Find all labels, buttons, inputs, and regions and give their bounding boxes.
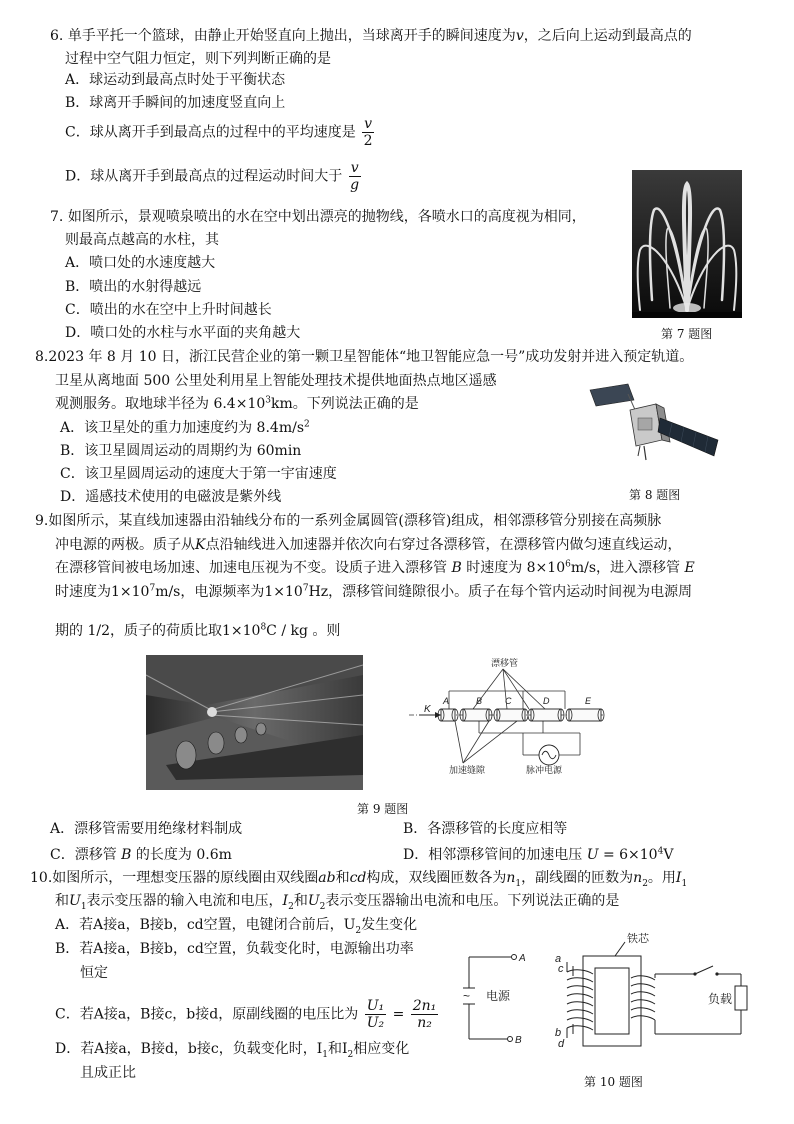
- q9-option-b: B．各漂移管的长度应相等: [403, 821, 568, 837]
- q10-stem-line2: [55, 892, 619, 910]
- q9-line3-b: 时速度为 8×10: [466, 560, 566, 576]
- q10-var-U1-sub: 1: [80, 901, 87, 912]
- terminal-B-label: B: [515, 1035, 522, 1046]
- q8-stem-line3-exp: 3: [265, 395, 271, 406]
- q6-number: 6.: [50, 28, 64, 44]
- q10-option-d-end: 相应变化: [353, 1041, 410, 1057]
- q7-number: 7.: [50, 209, 64, 225]
- q6-option-d-text: D．球从离开手到最高点的过程运动时间大于: [65, 168, 343, 185]
- q9-figure-caption: 第 9 题图: [357, 802, 409, 816]
- q10-line1-d: ，副线圈的匝数为: [521, 870, 634, 886]
- q9-line3-a: 在漂移管间被电场加速、加速电压视为不变。设质子进入漂移管: [55, 560, 447, 576]
- q10-var-n1: n: [506, 870, 516, 886]
- q7-option-a: A．喷口处的水速度越大: [65, 255, 216, 271]
- q10-option-d-mid: 和I: [328, 1041, 348, 1057]
- q6-stem-line1: [50, 27, 692, 45]
- terminal-A-label: A: [519, 953, 526, 964]
- q10-var-ab: ab: [318, 870, 336, 886]
- diagram-label-C: C: [505, 696, 512, 706]
- q9-line4-exp2: 7: [302, 583, 309, 594]
- q10-var-n2: n: [633, 870, 643, 886]
- q9-stem-line5: [55, 622, 340, 640]
- satellite-image: [588, 382, 723, 474]
- q10-option-b-cont: 恒定: [80, 965, 108, 981]
- q9-option-a: A．漂移管需要用绝缘材料制成: [50, 821, 243, 837]
- q8-option-b: B．该卫星圆周运动的周期约为 60min: [60, 443, 302, 459]
- diagram-label-pulse-source: 脉冲电源: [526, 765, 563, 775]
- source-tilde: ~: [463, 989, 471, 1003]
- q6-d-denominator: g: [350, 177, 360, 193]
- q9-option-d: [403, 846, 673, 864]
- diagram-label-drift-tube: 漂移管: [491, 658, 519, 668]
- fountain-photo: [632, 170, 742, 318]
- q10-option-d-text: D．若A接a，B接d，b接c，负载变化时，I: [55, 1041, 323, 1057]
- q9-stem-line3: [55, 559, 695, 577]
- q7-stem-text: 如图所示，景观喷泉喷出的水在空中划出漂亮的抛物线，各喷水口的高度视为相同，: [67, 209, 586, 225]
- q7-option-c: C．喷出的水在空中上升时间越长: [65, 302, 272, 318]
- q8-stem-line3-a: 观测服务。取地球半径为 6.4×10: [55, 396, 266, 412]
- source-label: 电源: [486, 989, 511, 1003]
- q9-number: 9.: [35, 513, 49, 529]
- q7-option-d: D．喷口处的水柱与水平面的夹角越大: [65, 325, 301, 341]
- q10-var-I1-sub: 1: [681, 878, 688, 889]
- q9-option-c: [50, 846, 232, 864]
- q10-line1-a: 如图所示，一理想变压器的原线圈由双线圈: [52, 870, 319, 886]
- q10-option-d: [55, 1040, 409, 1058]
- q10-c-left-num: U₁: [366, 998, 385, 1014]
- q10-line2-c: 和: [293, 893, 308, 909]
- q8-option-a-exp: 2: [304, 419, 310, 430]
- q9-option-d-text-b: = 6×10: [598, 847, 658, 863]
- q9-option-c-text-a: C．漂移管: [50, 847, 117, 863]
- q9-line5-exp: 8: [260, 622, 267, 633]
- q10-c-right-den: n₂: [417, 1015, 432, 1031]
- coil-terminal-c: c: [558, 963, 564, 975]
- q9-option-d-exp: 4: [657, 846, 664, 857]
- iron-core-label: 铁芯: [627, 933, 649, 945]
- q10-option-c-right-fraction: [411, 998, 439, 1031]
- diagram-label-A: A: [443, 696, 450, 706]
- q6-option-b: B．球离开手瞬间的加速度竖直向上: [65, 95, 286, 111]
- load-label: 负载: [708, 992, 733, 1006]
- q9-var-E: E: [684, 560, 695, 576]
- q10-figure-caption: 第 10 题图: [584, 1075, 643, 1089]
- q10-option-d-sub2: 2: [347, 1049, 354, 1060]
- q10-var-cd: cd: [349, 870, 367, 886]
- q9-line3-exp: 6: [565, 559, 571, 570]
- transformer-diagram: [545, 928, 760, 1068]
- q10-option-a: [55, 916, 417, 934]
- q10-stem-line1: [30, 869, 687, 887]
- q8-stem-line3: [55, 395, 419, 413]
- q9-line4-b: m/s，电源频率为1×10: [155, 584, 303, 600]
- q10-option-a-end: 发生变化: [361, 917, 418, 933]
- q6-option-a: A．球运动到最高点时处于平衡状态: [65, 72, 286, 88]
- q6-option-d: [65, 160, 363, 193]
- q9-line2-a: 冲电源的两极。质子从: [55, 537, 195, 553]
- q9-stem-line4: [55, 583, 692, 601]
- q7-option-b: B．喷出的水射得越远: [65, 279, 202, 295]
- q9-line4-a: 时速度为1×10: [55, 584, 150, 600]
- q8-number: 8.: [35, 349, 49, 365]
- q6-option-c-fraction: [362, 116, 374, 149]
- q10-var-I2: I: [282, 893, 289, 909]
- coil-terminal-d: d: [558, 1038, 565, 1050]
- diagram-label-K: K: [424, 704, 431, 715]
- q10-c-left-den: U₂: [366, 1015, 385, 1031]
- q7-stem-line2: 则最高点越高的水柱，其: [65, 232, 219, 248]
- q10-var-U2: U: [307, 893, 320, 909]
- q10-line1-b: 和: [335, 870, 350, 886]
- q10-line1-c: 构成，双线圈匝数各为: [366, 870, 507, 886]
- q10-option-d-cont: 且成正比: [80, 1065, 136, 1081]
- q10-option-a-sub: 2: [355, 925, 362, 936]
- q10-var-n1-sub: 1: [515, 878, 522, 889]
- q10-var-I2-sub: 2: [288, 901, 294, 912]
- q8-option-d: D．遥感技术使用的电磁波是紫外线: [60, 489, 282, 505]
- q10-option-b: B．若A接a，B接b，cd空置，负载变化时，电源输出功率: [55, 941, 414, 957]
- q10-line2-d: 表示变压器输出电流和电压。下列说法正确的是: [325, 893, 620, 909]
- q9-line3-c: m/s，进入漂移管: [570, 560, 681, 576]
- q10-line2-a: 和: [55, 893, 69, 909]
- q10-option-c-equals: =: [392, 1006, 405, 1023]
- q9-option-d-text-a: D．相邻漂移管间的加速电压: [403, 847, 583, 863]
- q10-var-U2-sub: 2: [319, 901, 326, 912]
- q10-option-a-text: A．若A接a，B接b，cd空置，电键闭合前后，U: [55, 917, 356, 933]
- q9-var-B: B: [451, 560, 462, 576]
- q10-line1-e: 。用: [647, 870, 676, 886]
- q9-stem-text: 如图所示，某直线加速器由沿轴线分布的一系列金属圆管(漂移管)组成，相邻漂移管分别接在高频脉: [48, 513, 662, 529]
- q8-option-a-text: A．该卫星处的重力加速度约为 8.4m/s: [60, 420, 305, 436]
- q8-stem-line1: [35, 348, 693, 366]
- q10-c-right-num: 2n₁: [412, 998, 437, 1014]
- q10-line2-b: 表示变压器的输入电流和电压，: [86, 893, 283, 909]
- q9-line4-exp1: 7: [149, 583, 156, 594]
- q6-c-denominator: 2: [363, 133, 373, 149]
- q8-option-a: [60, 419, 310, 437]
- q6-option-d-fraction: [349, 160, 361, 193]
- q9-stem-line2: [55, 536, 681, 554]
- q10-var-n2-sub: 2: [642, 878, 648, 889]
- q8-stem-text: 2023 年 8 月 10 日，浙江民营企业的第一颗卫星智能体“地卫智能应急一号”成功发射并进入预定轨道。: [48, 349, 694, 365]
- q10-option-c-left-fraction: [365, 998, 386, 1031]
- drift-tube-diagram: [405, 655, 605, 790]
- diagram-label-gap: 加速缝隙: [449, 765, 486, 775]
- q6-stem-text: 单手平托一个篮球，由静止开始竖直向上抛出，当球离开手的瞬间速度为: [67, 28, 516, 44]
- diagram-label-E: E: [585, 696, 592, 706]
- power-source-circuit: [455, 942, 535, 1052]
- diagram-label-B: B: [476, 696, 483, 706]
- q9-option-c-var-B: B: [121, 847, 132, 863]
- q10-var-I1: I: [675, 870, 682, 886]
- diagram-label-D: D: [543, 696, 550, 706]
- q10-var-U1: U: [69, 893, 81, 909]
- coil-terminal-b: b: [555, 1027, 562, 1039]
- accelerator-tunnel-photo: [146, 655, 363, 790]
- q6-option-c: [65, 116, 376, 149]
- q10-number: 10.: [30, 870, 53, 886]
- q6-c-numerator: v: [364, 116, 373, 132]
- q6-stem-line2: 过程中空气阻力恒定，则下列判断正确的是: [65, 51, 331, 67]
- coil-terminal-a: a: [555, 953, 562, 965]
- q8-option-c: C．该卫星圆周运动的速度大于第一宇宙速度: [60, 466, 337, 482]
- q8-figure-caption: 第 8 题图: [629, 488, 681, 502]
- q8-stem-line2: 卫星从离地面 500 公里处利用星上智能处理技术提供地面热点地区遥感: [55, 373, 497, 389]
- q9-line2-b: 点沿轴线进入加速器并依次向右穿过各漂移管，在漂移管内做匀速直线运动，: [205, 537, 682, 553]
- q10-option-c: [55, 998, 440, 1031]
- q8-stem-line3-b: km。下列说法正确的是: [271, 396, 419, 412]
- q7-stem-line1: [50, 208, 586, 226]
- q9-line5-b: C / kg 。则: [266, 623, 341, 639]
- q9-option-c-text-b: 的长度为 0.6m: [135, 847, 232, 863]
- q7-figure-caption: 第 7 题图: [661, 327, 713, 341]
- q10-option-d-sub1: 1: [322, 1049, 328, 1060]
- q9-option-d-var-U: U: [586, 847, 599, 863]
- q9-option-d-unit: V: [663, 847, 674, 863]
- q9-line5-a: 期的 1/2，质子的荷质比取1×10: [55, 623, 261, 639]
- q9-var-K: K: [195, 537, 206, 553]
- q9-stem-line1: [35, 512, 661, 530]
- q6-option-c-text: C．球从离开手到最高点的过程中的平均速度是: [65, 124, 356, 141]
- q6-d-numerator: v: [350, 160, 359, 176]
- q6-var-v: v: [515, 28, 524, 44]
- q10-option-c-text: C．若A接a，B接c，b接d，原副线圈的电压比为: [55, 1006, 359, 1023]
- q9-line4-c: Hz，漂移管间缝隙很小。质子在每个管内运动时间视为电源周: [308, 584, 693, 600]
- q6-stem-text-b: ，之后向上运动到最高点的: [523, 28, 692, 44]
